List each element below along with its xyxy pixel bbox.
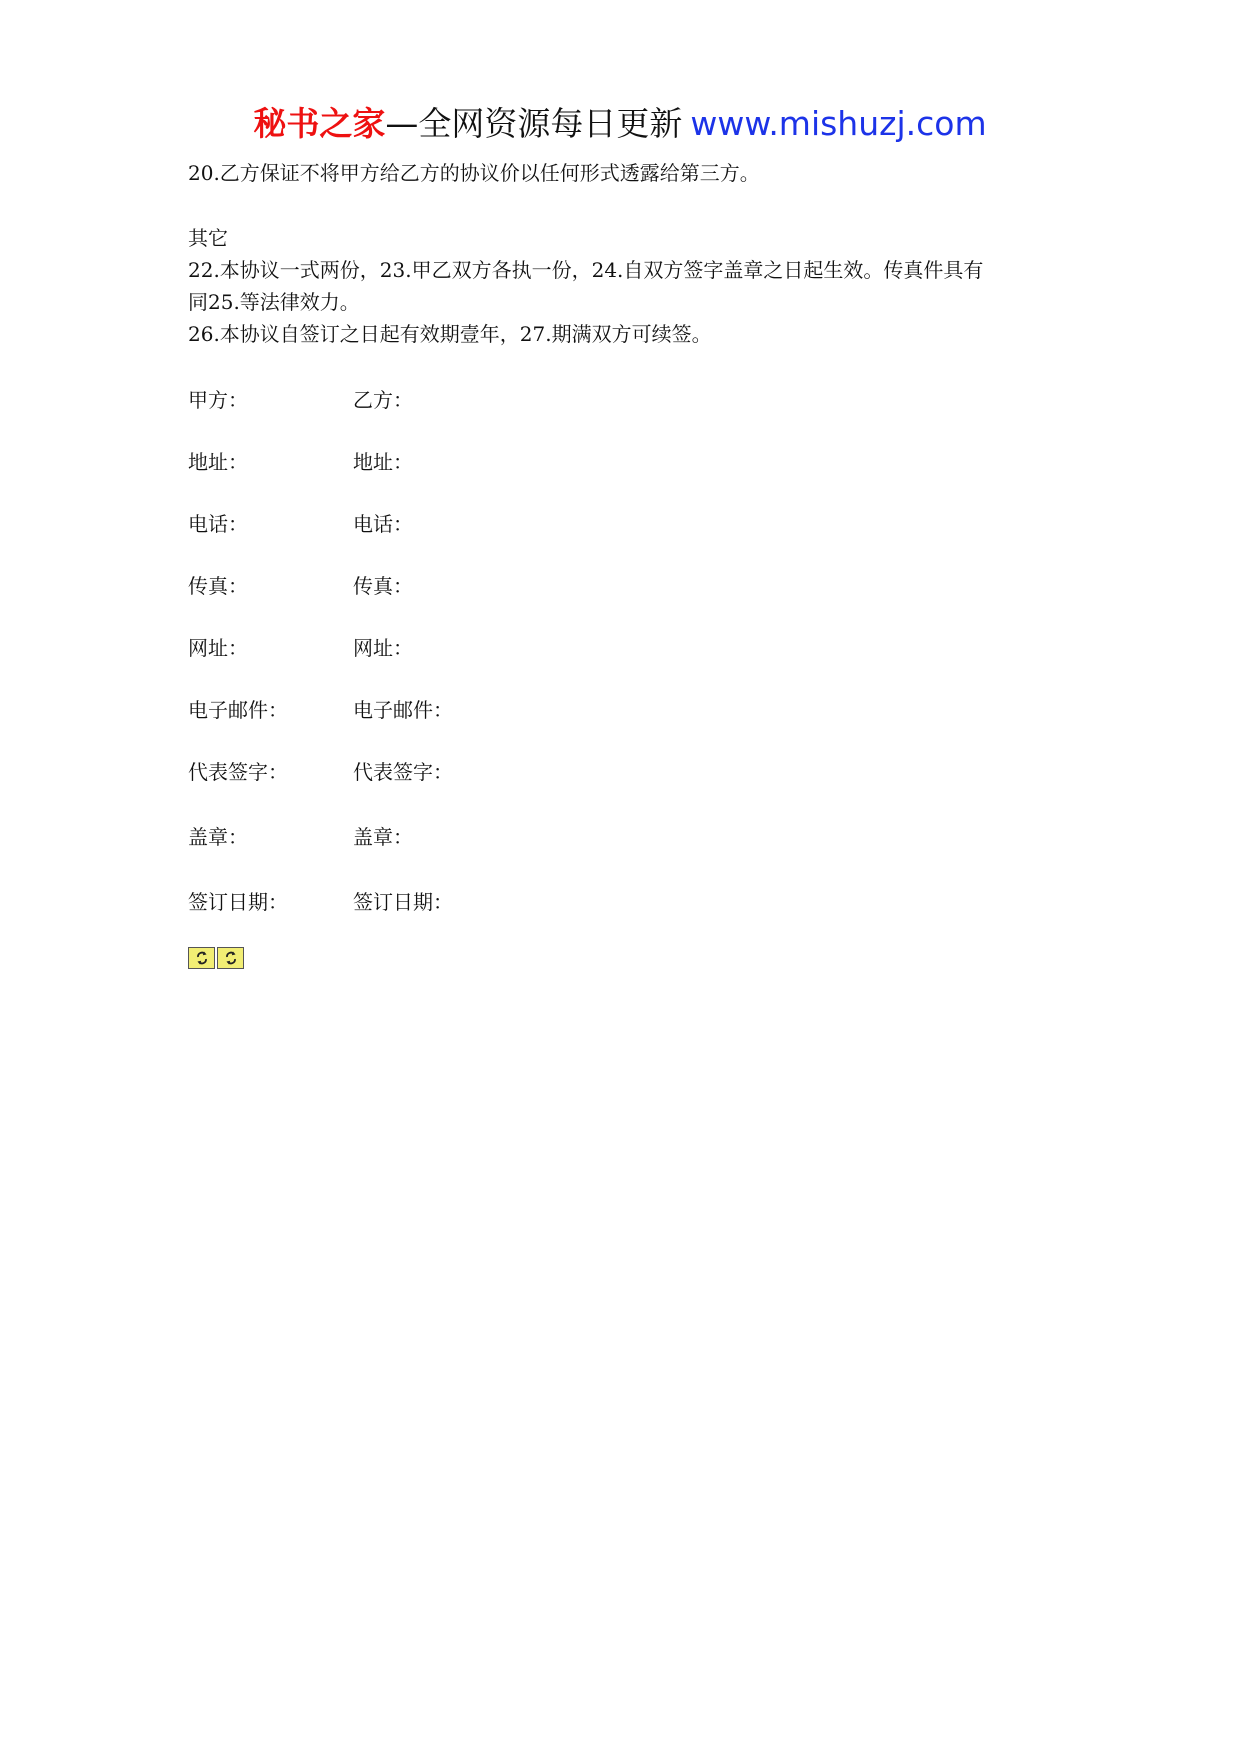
party-b-date-label: 签订日期：: [353, 890, 453, 914]
header-tagline: —全网资源每日更新: [385, 104, 683, 143]
party-a-representative-label: 代表签字：: [188, 760, 288, 784]
party-a-date-label: 签订日期：: [188, 890, 288, 914]
embedded-icons: [188, 947, 244, 969]
party-b-website-label: 网址：: [353, 636, 413, 660]
clause-22-line2: 同25.等法律效力。: [188, 290, 360, 314]
party-b-fax-label: 传真：: [353, 574, 413, 598]
party-a-email-label: 电子邮件：: [188, 698, 288, 722]
clause-26: 26.本协议自签订之日起有效期壹年，27.期满双方可续签。: [188, 322, 712, 346]
party-a-address-label: 地址：: [188, 450, 248, 474]
brand-name: 秘书之家: [253, 104, 386, 143]
party-a-label: 甲方：: [188, 388, 248, 412]
party-b-seal-label: 盖章：: [353, 825, 413, 849]
party-b-label: 乙方：: [353, 388, 413, 412]
refresh-icon: [188, 947, 215, 969]
party-a-fax-label: 传真：: [188, 574, 248, 598]
party-b-representative-label: 代表签字：: [353, 760, 453, 784]
site-header: [0, 104, 1240, 144]
party-a-website-label: 网址：: [188, 636, 248, 660]
clause-22-line1: 22.本协议一式两份，23.甲乙双方各执一份，24.自双方签字盖章之日起生效。传真件具有: [188, 258, 984, 282]
site-url-link[interactable]: www.mishuzj.com: [690, 104, 987, 143]
party-a-phone-label: 电话：: [188, 512, 248, 536]
party-b-address-label: 地址：: [353, 450, 413, 474]
clause-20: 20.乙方保证不将甲方给乙方的协议价以任何形式透露给第三方。: [188, 161, 760, 185]
section-heading-other: 其它: [188, 226, 228, 250]
party-b-phone-label: 电话：: [353, 512, 413, 536]
party-a-seal-label: 盖章：: [188, 825, 248, 849]
party-b-email-label: 电子邮件：: [353, 698, 453, 722]
refresh-icon: [217, 947, 244, 969]
